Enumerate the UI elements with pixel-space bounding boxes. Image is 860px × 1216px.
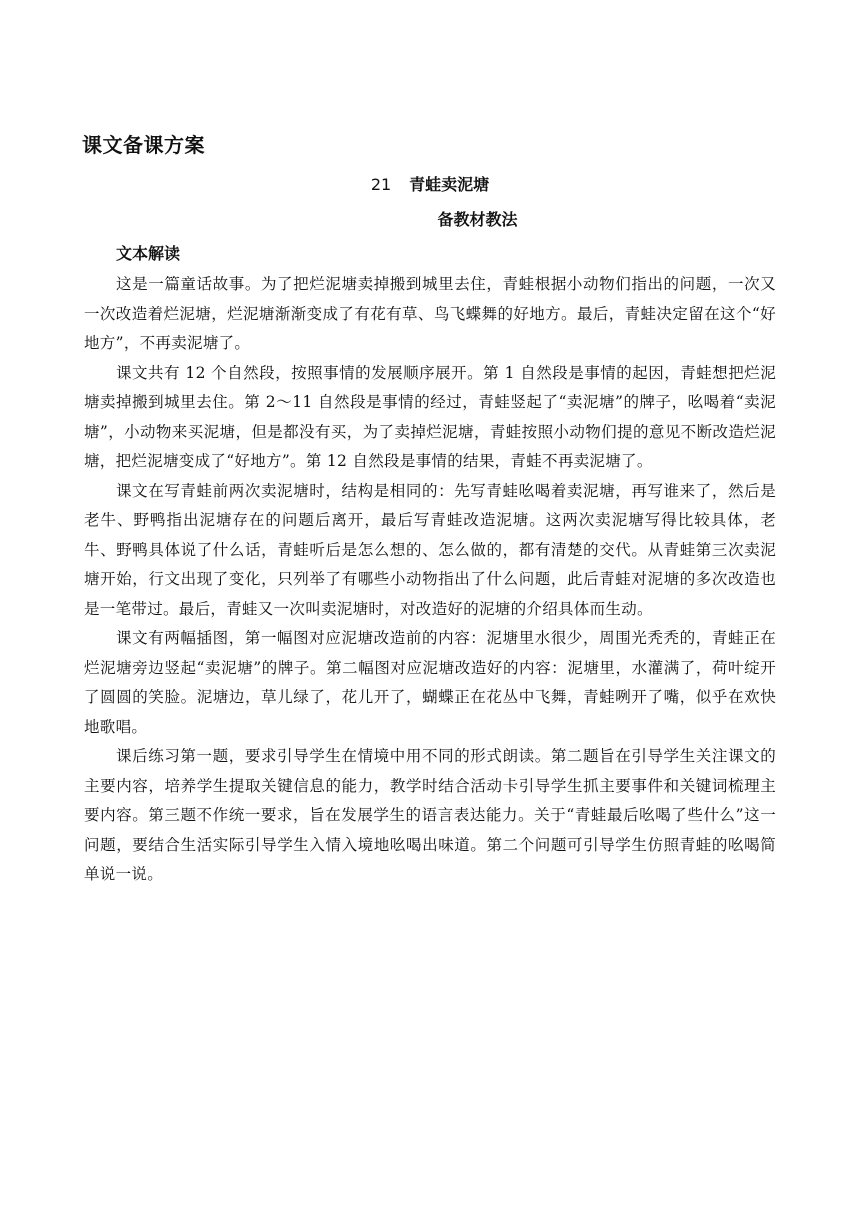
body-text (84, 270, 776, 890)
subsection-title: 文本解读 (116, 244, 181, 263)
paragraph-3: 课文在写青蛙前两次卖泥塘时，结构是相同的：先写青蛙吆喝着卖泥塘，再写谁来了，然后是老牛、野鸭指出泥塘存在的问题后离开，最后写青蛙改造泥塘。这两次卖泥塘写得比较具体，老牛、野鸭具体说了什么话，青蛙听后是怎么想的、怎么做的，都有清楚的交代。从青蛙第三次卖泥塘开始，行文出现了变化，只列举了有哪些小动物指出了什么问题，此后青蛙对泥塘的多次改造也是一笔带过。最后，青蛙又一次叫卖泥塘时，对改造好的泥塘的介绍具体而生动。 (84, 481, 776, 618)
paragraph-5: 课后练习第一题，要求引导学生在情境中用不同的形式朗读。第二题旨在引导学生关注课文的主要内容，培养学生提取关键信息的能力，教学时结合活动卡引导学生抓主要事件和关键词梳理主要内容。第三题不作统一要求，旨在发展学生的语言表达能力。关于“青蛙最后吆喝了些什么”这一问题，要结合生活实际引导学生入情入境地吆喝出味道。第二个问题可引导学生仿照青蛙的吆喝简单说一说。 (84, 747, 776, 883)
paragraph-1: 这是一篇童话故事。为了把烂泥塘卖掉搬到城里去住，青蛙根据小动物们指出的问题，一次又一次改造着烂泥塘，烂泥塘渐渐变成了有花有草、鸟飞蝶舞的好地方。最后，青蛙决定留在这个“好地方”，不再卖泥塘了。 (84, 275, 776, 352)
document-title: 课文备课方案 (82, 133, 205, 157)
paragraph-4: 课文有两幅插图，第一幅图对应泥塘改造前的内容：泥塘里水很少，周围光秃秃的，青蛙正在烂泥塘旁边竖起“卖泥塘”的牌子。第二幅图对应泥塘改造好的内容：泥塘里，水灌满了，荷叶绽开了圆圆的笑脸。泥塘边，草儿绿了，花儿开了，蝴蝶正在花丛中飞舞，青蛙咧开了嘴，似乎在欢快地歌唱。 (84, 629, 776, 736)
section-title: 备教材教法 (437, 210, 518, 229)
lesson-name: 青蛙卖泥塘 (409, 175, 490, 194)
lesson-title (0, 173, 860, 197)
paragraph-2: 课文共有 12 个自然段，按照事情的发展顺序展开。第 1 自然段是事情的起因，青蛙想把烂泥塘卖掉搬到城里去住。第 2～11 自然段是事情的经过，青蛙竖起了“卖泥塘”的牌子，吆喝着“卖泥塘”，小动物来买泥塘，但是都没有买，为了卖掉烂泥塘，青蛙按照小动物们提的意见不断改造烂泥塘，把烂泥塘变成了“好地方”。第 12 自然段是事情的结果，青蛙不再卖泥塘了。 (84, 363, 776, 470)
lesson-number: 21 (370, 175, 392, 194)
